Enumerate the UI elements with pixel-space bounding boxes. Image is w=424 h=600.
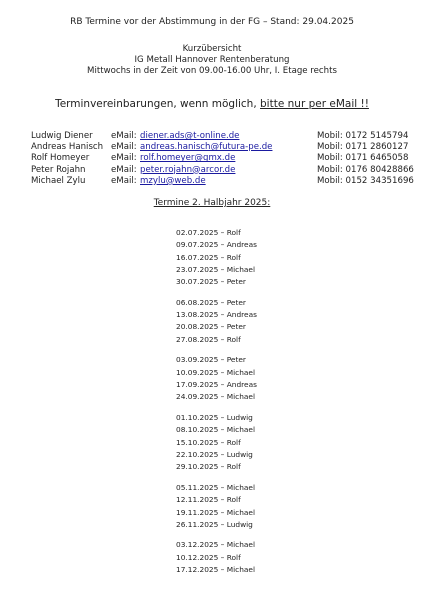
mobile-number: Mobil: 0152 34351696 [317,175,414,186]
schedule-entry: 05.11.2025 – Michael [176,482,256,492]
schedule-list [176,227,257,585]
schedule-entry: 24.09.2025 – Michael [176,392,256,402]
schedule-entry: 09.07.2025 – Andreas [176,240,257,250]
overview-hours: Mittwochs in der Zeit von 09.00-16.00 Uhr, I. Etage rechts [87,66,337,76]
mobile-number: Mobil: 0172 5145794 [317,131,409,141]
email-link[interactable]: rolf.homeyer@gmx.de [140,153,236,164]
contact-row [31,153,423,164]
email-link[interactable]: diener.ads@t-online.de [140,131,240,141]
mobile-number: Mobil: 0171 6465058 [317,153,409,164]
schedule-entry: 30.07.2025 – Peter [176,277,246,287]
email-label: eMail: [111,153,137,164]
contact-row [31,165,423,176]
schedule-entry: 06.08.2025 – Peter [176,297,246,307]
schedule-month-group [176,539,257,576]
schedule-entry: 16.07.2025 – Rolf [176,252,241,262]
schedule-entry: 08.10.2025 – Michael [176,425,256,435]
contact-row [31,142,423,153]
overview-org: IG Metall Hannover Rentenberatung [134,55,290,65]
contact-name: Andreas Hanisch [31,142,104,153]
contact-name: Rolf Homeyer [31,153,90,164]
email-label: eMail: [111,164,137,175]
schedule-entry: 02.07.2025 – Rolf [176,228,241,237]
email-link[interactable]: mzylu@web.de [140,175,206,186]
schedule-entry: 17.12.2025 – Michael [176,565,256,575]
appointment-note-text: Terminvereinbarungen, wenn möglich, [55,98,261,110]
contact-name: Michael Zylu [31,175,86,186]
schedule-entry: 22.10.2025 – Ludwig [176,449,253,459]
schedule-month-group [176,482,257,531]
email-link[interactable]: peter.rojahn@arcor.de [140,164,236,175]
schedule-entry: 10.09.2025 – Michael [176,367,256,377]
schedule-entry: 29.10.2025 – Rolf [176,462,241,472]
schedule-entry: 17.09.2025 – Andreas [176,380,257,390]
schedule-month-group [176,297,257,346]
section-title: Termine 2. Halbjahr 2025: [153,198,271,208]
schedule-entry: 03.09.2025 – Peter [176,355,246,365]
mobile-number: Mobil: 0171 2860127 [317,142,409,153]
contact-row [31,131,423,142]
overview-title: Kurzübersicht [182,44,242,54]
schedule-entry: 26.11.2025 – Ludwig [176,519,253,529]
schedule-entry: 20.08.2025 – Peter [176,322,246,332]
contact-list [31,131,423,187]
email-label: eMail: [111,175,137,186]
mobile-number: Mobil: 0176 80428866 [317,164,414,175]
email-label: eMail: [111,131,137,141]
appointment-note-emphasis: bitte nur per eMail !! [260,98,369,110]
schedule-entry: 10.12.2025 – Rolf [176,552,241,562]
schedule-entry: 03.12.2025 – Michael [176,540,256,550]
schedule-entry: 23.07.2025 – Michael [176,264,256,274]
email-link[interactable]: andreas.hanisch@futura-pe.de [140,142,273,153]
document-header: RB Termine vor der Abstimmung in der FG – Stand: 29.04.2025 [70,17,354,27]
schedule-entry: 15.10.2025 – Rolf [176,437,241,447]
overview-block [0,44,424,77]
schedule-month-group [176,412,257,473]
schedule-entry: 19.11.2025 – Michael [176,507,256,517]
contact-name: Peter Rojahn [31,164,86,175]
contact-name: Ludwig Diener [31,131,93,141]
schedule-entry: 13.08.2025 – Andreas [176,310,257,320]
email-label: eMail: [111,142,137,153]
schedule-entry: 12.11.2025 – Rolf [176,495,241,505]
schedule-entry: 27.08.2025 – Rolf [176,334,241,344]
appointment-note [0,98,424,110]
schedule-entry: 01.10.2025 – Ludwig [176,413,253,423]
schedule-month-group [176,354,257,403]
contact-row [31,176,423,187]
schedule-month-group [176,227,257,288]
